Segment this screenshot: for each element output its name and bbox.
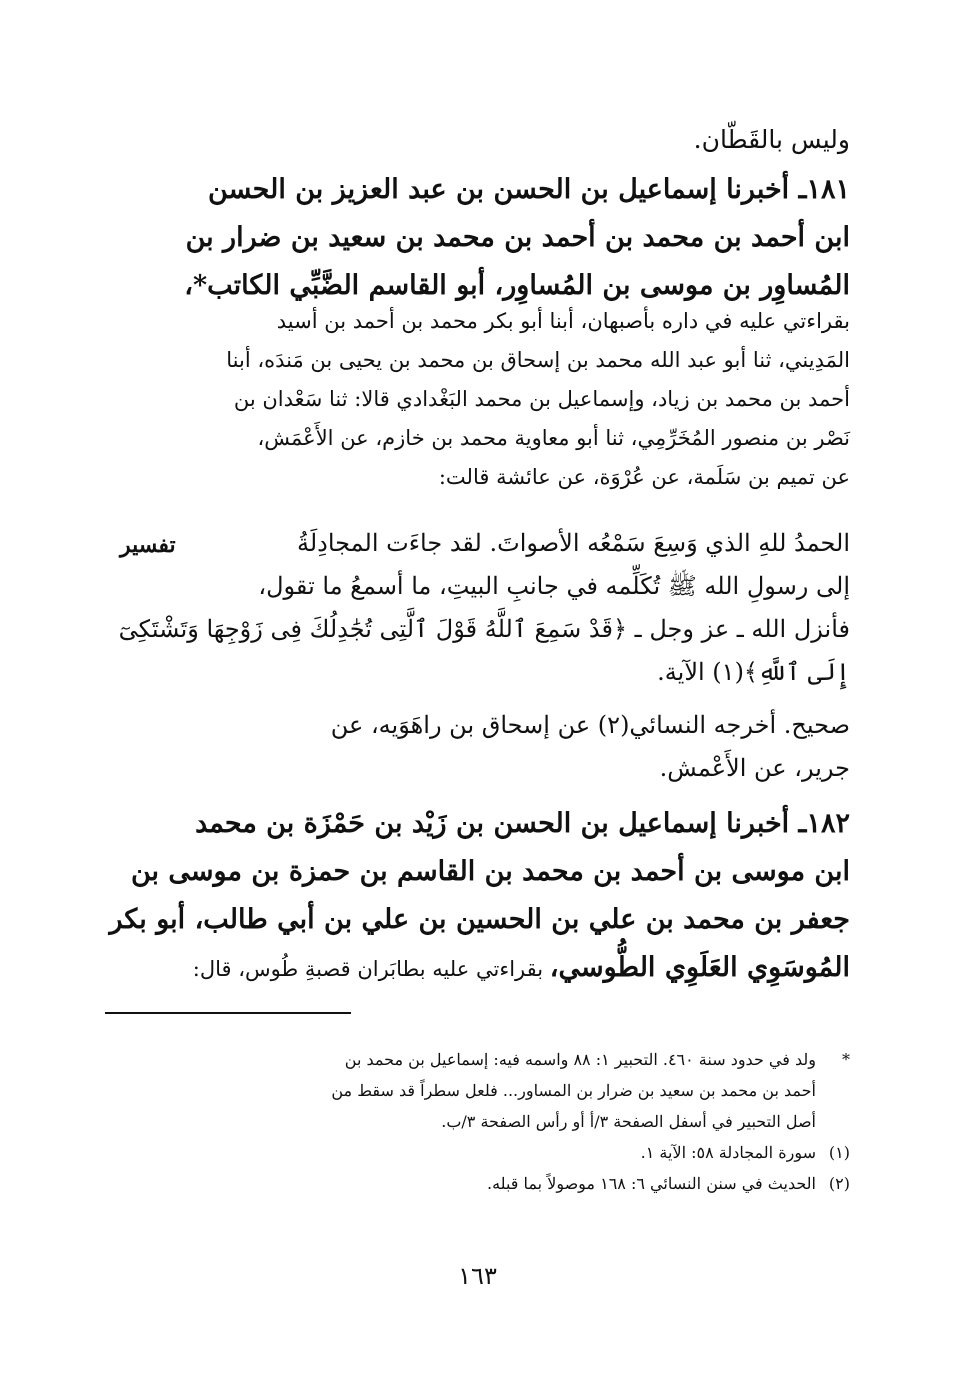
footnote-mark: * bbox=[842, 1050, 850, 1069]
continuation-line bbox=[222, 118, 850, 161]
hadith-line: الحمدُ للهِ الذي وَسِعَ سَمْعُه الأصواتَ. لقد جاءَت المجادِلَةُ bbox=[297, 529, 850, 557]
entry-182-heading bbox=[109, 800, 850, 993]
footnote-mark: (٢) bbox=[828, 1174, 850, 1193]
heading-last-rest: بقراءتي عليه بطابَران قصبةِ طُوس، قال: bbox=[192, 957, 550, 981]
footnote-line: أحمد بن محمد بن سعيد بن ضرار بن المساور... فلعل سطراً قد سقط من bbox=[331, 1081, 816, 1100]
takhrij-line: جرير، عن الأَعْمش. bbox=[659, 754, 850, 782]
footnote-text bbox=[222, 1137, 816, 1168]
entry-181-heading bbox=[184, 166, 850, 310]
takhrij-line: صحيح. أخرجه النسائي(٢) عن إسحاق بن راهَوَيه، عن bbox=[330, 711, 850, 739]
hadith-line: إلى رسولِ الله ﷺ تُكَلِّمه في جانبِ البيتِ، ما أسمعُ ما تقول، bbox=[258, 572, 850, 600]
heading-line: ١٨٢ـ أخبرنا إسماعيل بن الحسن بن زَيْد بن حَمْزَة بن محمد bbox=[195, 808, 850, 839]
continuation-text: وليس بالقَطّان. bbox=[693, 125, 850, 154]
footnote bbox=[222, 1044, 850, 1137]
hadith-line: إِلَى ٱللَّهِ﴾(١) الآية. bbox=[657, 658, 850, 686]
footnote-text bbox=[222, 1044, 816, 1137]
heading-line: المُساوِر بن موسى بن المُساوِر، أبو القاسم الضَّبِّي الكاتب*، bbox=[184, 270, 850, 301]
heading-line: ابن موسى بن أحمد بن محمد بن القاسم بن حمزة بن موسى بن bbox=[130, 856, 850, 887]
heading-last-bold: المُوسَوِي العَلَوِي الطُّوسي، bbox=[549, 952, 850, 983]
page-number: ١٦٣ bbox=[458, 1262, 497, 1290]
chain-line: بقراءتي عليه في داره بأصبهان، أبنا أبو بكر محمد بن أحمد بن أسيد bbox=[276, 309, 850, 333]
entry-181-takhrij bbox=[222, 704, 850, 790]
footnote bbox=[222, 1168, 850, 1199]
footnote-line: أصل التحبير في أسفل الصفحة ٣/أ أو رأس الصفحة ٣/ب. bbox=[441, 1112, 816, 1131]
footnote-text bbox=[222, 1168, 816, 1199]
footnotes bbox=[222, 1044, 850, 1199]
footnote bbox=[222, 1137, 850, 1168]
entry-181-chain bbox=[222, 302, 850, 497]
chain-line: نَصْر بن منصور المُخَرِّمِي، ثنا أبو معاوية محمد بن خازم، عن الأَعْمَش، bbox=[257, 426, 850, 450]
heading-last-line bbox=[192, 944, 850, 993]
footnote-line: سورة المجادلة ٥٨: الآية ١. bbox=[640, 1143, 816, 1162]
footnote-line: الحديث في سنن النسائي ٦: ١٦٨ موصولاً بما قبله. bbox=[487, 1174, 816, 1193]
heading-line: ١٨١ـ أخبرنا إسماعيل بن الحسن بن عبد العزيز بن الحسن bbox=[208, 174, 850, 205]
margin-note: تفسير bbox=[120, 532, 176, 558]
chain-line: أحمد بن محمد بن زياد، وإسماعيل بن محمد البَغْدادي قالا: ثنا سَعْدان بن bbox=[233, 387, 850, 411]
chain-line: المَدِيني، ثنا أبو عبد الله محمد بن إسحاق بن محمد بن يحيى بن مَندَه، أبنا bbox=[226, 348, 850, 372]
heading-line: ابن أحمد بن محمد بن أحمد بن محمد بن سعيد بن ضرار بن bbox=[185, 222, 850, 253]
heading-line: جعفر بن محمد بن علي بن الحسين بن علي بن أبي طالب، أبو بكر bbox=[109, 904, 850, 935]
hadith-line: فأنزل الله ـ عز وجل ـ ﴿قَدْ سَمِعَ ٱللَّهُ قَوْلَ ٱلَّتِى تُجَٰدِلُكَ فِى زَوْجِهَا وَتَشْتَكِىٓ bbox=[118, 615, 850, 643]
footnote-line: ولد في حدود سنة ٤٦٠. التحبير ١: ٨٨ واسمه فيه: إسماعيل بن محمد بن bbox=[344, 1050, 816, 1069]
footnote-rule bbox=[105, 1012, 351, 1014]
footnote-mark: (١) bbox=[828, 1143, 850, 1162]
chain-line: عن تميم بن سَلَمة، عن عُرْوَة، عن عائشة قالت: bbox=[438, 465, 850, 489]
